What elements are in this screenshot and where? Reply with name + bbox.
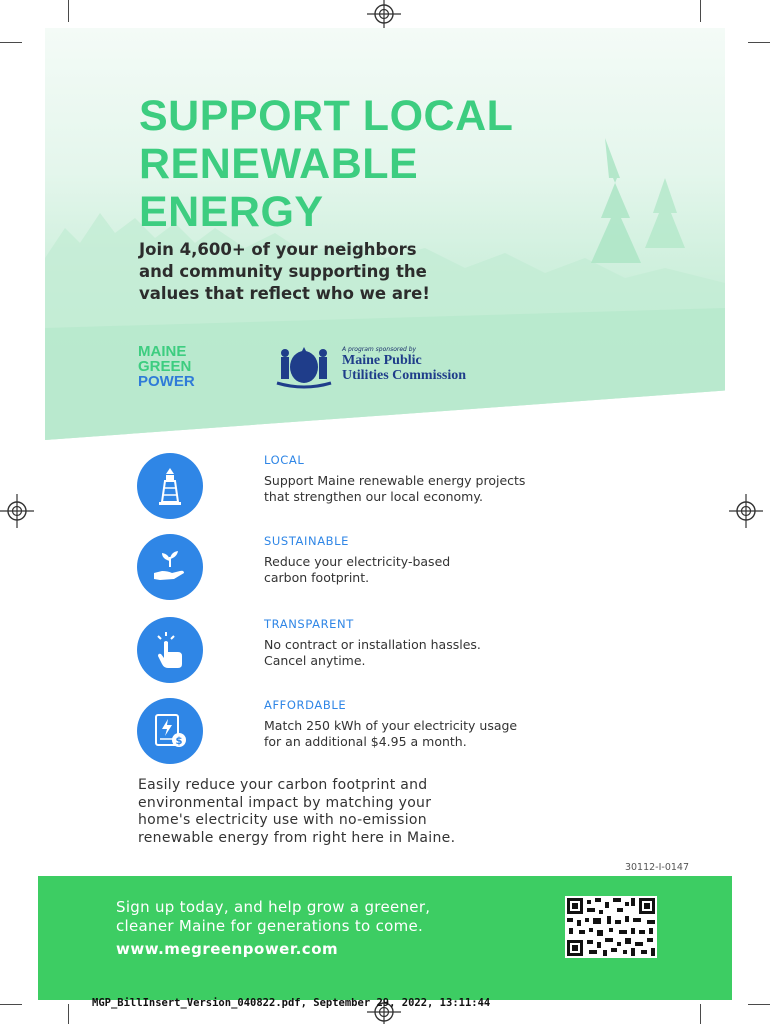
state-seal-icon [273, 343, 335, 389]
registration-mark-icon [0, 494, 34, 528]
feature-description: Match 250 kWh of your electricity usage for an additional $4.95 a month. [264, 718, 518, 749]
crop-mark [0, 1004, 22, 1005]
registration-mark-icon [367, 0, 401, 31]
crop-mark [68, 1004, 69, 1024]
feature-affordable [137, 698, 697, 768]
signup-url[interactable]: www.megreenpower.com [116, 940, 339, 958]
electric-bill-icon [137, 698, 203, 764]
crop-mark [0, 42, 22, 43]
maine-green-power-logo: MAINE GREEN POWER [138, 343, 195, 390]
svg-text:$: $ [175, 736, 183, 747]
crop-mark [748, 42, 770, 43]
feature-description: Support Maine renewable energy projects that strengthen our local economy. [264, 473, 526, 504]
feature-label: AFFORDABLE [264, 698, 347, 712]
registration-mark-icon [729, 494, 763, 528]
subheadline: Join 4,600+ of your neighbors and community supporting the values that reflect who we are! [139, 240, 430, 303]
crop-mark [700, 0, 701, 22]
feature-description: Reduce your electricity-based carbon footprint. [264, 554, 451, 585]
feature-local [137, 453, 697, 523]
feature-description: No contract or installation hassles. Cancel anytime. [264, 637, 481, 668]
puc-logo: A program sponsored by Maine Public Utilities Commission [342, 346, 467, 383]
crop-mark [68, 0, 69, 22]
feature-label: LOCAL [264, 453, 305, 467]
crop-mark [700, 1004, 701, 1024]
lighthouse-icon [137, 453, 203, 519]
feature-label: SUSTAINABLE [264, 534, 350, 548]
feature-sustainable [137, 534, 697, 604]
document-code: 30112-I-0147 [624, 862, 689, 873]
signup-banner [38, 876, 732, 1000]
print-stamp: MGP_BillInsert_Version_040822.pdf, September 29, 2022, 13:11:44 [92, 997, 491, 1009]
qr-code-icon[interactable] [565, 896, 657, 958]
feature-label: TRANSPARENT [264, 617, 354, 631]
summary-paragraph: Easily reduce your carbon footprint and environmental impact by matching your home's electricity use with no-emission renewable energy from right here in Maine. [138, 777, 456, 846]
crop-mark [748, 1004, 770, 1005]
headline: SUPPORT LOCAL RENEWABLE ENERGY [139, 92, 514, 236]
signup-text: Sign up today, and help grow a greener, cleaner Maine for generations to come. [116, 898, 431, 935]
tap-hand-icon [137, 617, 203, 683]
feature-transparent [137, 617, 697, 687]
plant-in-hand-icon [137, 534, 203, 600]
